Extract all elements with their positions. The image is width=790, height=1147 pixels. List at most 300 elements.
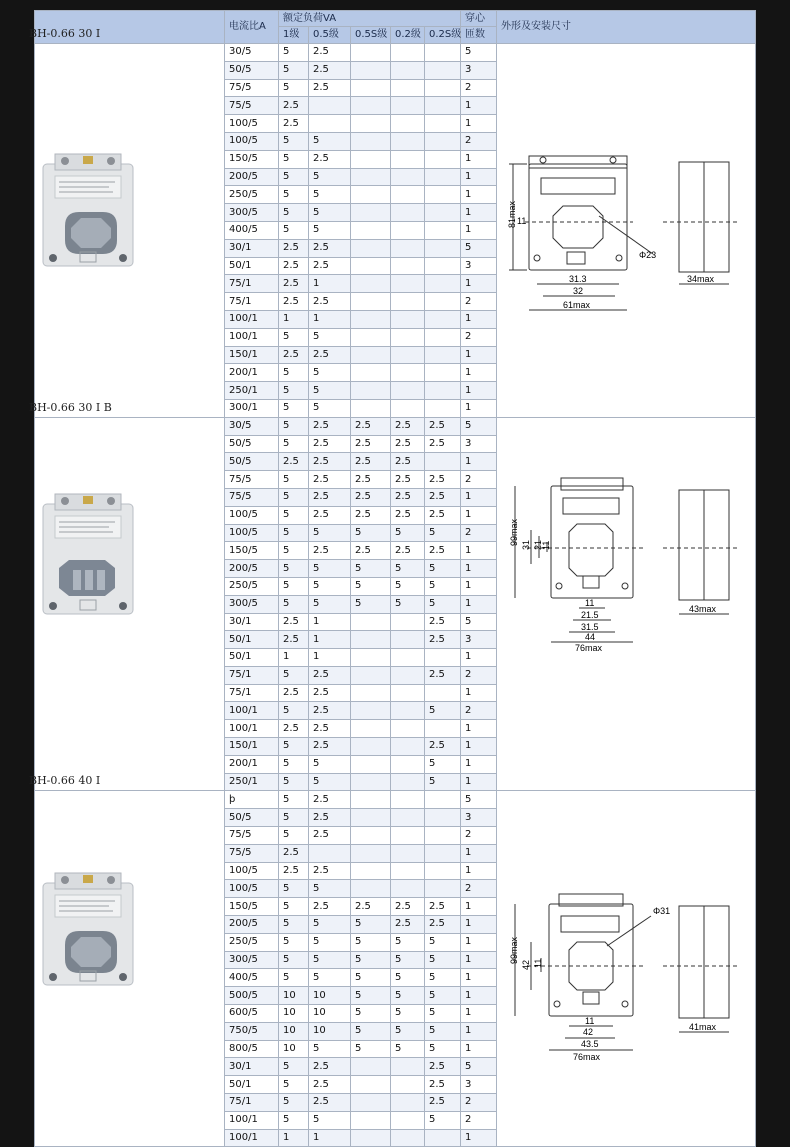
load-cell: 2.5	[309, 150, 351, 168]
load-cell: 5	[279, 951, 309, 969]
load-cell: 2.5	[351, 542, 391, 560]
svg-text:32	[573, 286, 583, 296]
ratio-cell: 100/5	[225, 506, 279, 524]
dim-w1: 11	[585, 597, 595, 608]
product-cell	[29, 400, 225, 791]
turns-cell: 1	[461, 862, 497, 880]
turns-cell: 1	[461, 221, 497, 239]
load-cell	[391, 310, 425, 328]
turns-cell: 3	[461, 809, 497, 827]
load-cell: 2.5	[279, 293, 309, 311]
load-cell: 5	[351, 951, 391, 969]
turns-cell: 1	[461, 951, 497, 969]
load-cell	[309, 115, 351, 133]
svg-text:76max	[573, 1052, 601, 1062]
ratio-cell: 30/5	[225, 44, 279, 62]
load-cell: 2.5	[425, 1076, 461, 1094]
dim-bore: Φ23	[639, 250, 657, 260]
load-cell: 5	[279, 435, 309, 453]
dim-w2: 21.5	[581, 609, 599, 620]
load-cell	[309, 97, 351, 115]
load-cell	[391, 168, 425, 186]
turns-cell: 2	[461, 827, 497, 845]
load-cell	[391, 791, 425, 809]
load-cell: 5	[391, 1005, 425, 1023]
transformer-photo	[35, 154, 145, 288]
turns-cell: 1	[461, 773, 497, 791]
load-cell: 2.5	[391, 542, 425, 560]
load-cell	[391, 755, 425, 773]
ratio-cell: 800/5	[225, 1040, 279, 1058]
load-cell: 5	[279, 417, 309, 435]
load-cell	[351, 293, 391, 311]
ratio-cell: 600/5	[225, 1005, 279, 1023]
svg-text:11	[585, 1016, 594, 1026]
load-cell: 2.5	[425, 506, 461, 524]
load-cell	[351, 132, 391, 150]
turns-cell: 1	[461, 364, 497, 382]
load-cell	[425, 844, 461, 862]
ratio-cell: 75/5	[225, 97, 279, 115]
model-name: BH-0.66 30 I B	[29, 400, 112, 414]
load-cell: 5	[279, 1076, 309, 1094]
load-cell	[351, 755, 391, 773]
ratio-cell: 30/1	[225, 613, 279, 631]
load-cell	[425, 791, 461, 809]
ratio-cell: 100/5	[225, 115, 279, 133]
svg-text:11	[517, 216, 526, 226]
load-cell	[391, 204, 425, 222]
ratio-cell: 150/5	[225, 898, 279, 916]
load-cell: 1	[309, 275, 351, 293]
load-cell: 10	[279, 987, 309, 1005]
load-cell	[391, 257, 425, 275]
ratio-cell: 200/1	[225, 364, 279, 382]
dim-w2: 42	[583, 1027, 594, 1038]
turns-cell: 1	[461, 969, 497, 987]
load-cell	[391, 221, 425, 239]
ratio-cell: 250/5	[225, 933, 279, 951]
load-cell	[351, 862, 391, 880]
load-cell: 2.5	[425, 916, 461, 934]
load-cell	[425, 399, 461, 417]
load-cell: 5	[425, 969, 461, 987]
load-cell: 5	[309, 1111, 351, 1129]
svg-text:41max	[689, 1022, 717, 1032]
ratio-cell: 30/1	[225, 1058, 279, 1076]
transformer-photo	[35, 867, 145, 1001]
load-cell: 5	[279, 1058, 309, 1076]
load-cell: 5	[351, 577, 391, 595]
ratio-cell: 75/5	[225, 79, 279, 97]
load-cell: 5	[391, 560, 425, 578]
load-cell: 5	[279, 880, 309, 898]
turns-cell: 2	[461, 293, 497, 311]
load-cell: 5	[309, 773, 351, 791]
header-turns-bottom: 匝数	[461, 27, 497, 44]
load-cell	[351, 1129, 391, 1147]
turns-cell: 2	[461, 1111, 497, 1129]
ratio-cell: 250/5	[225, 577, 279, 595]
load-cell: 2.5	[425, 542, 461, 560]
load-cell: 2.5	[425, 471, 461, 489]
turns-cell: 1	[461, 560, 497, 578]
load-cell: 2.5	[425, 613, 461, 631]
load-cell: 5	[279, 186, 309, 204]
turns-cell: 2	[461, 880, 497, 898]
header-ratio: 电流比A	[225, 11, 279, 44]
load-cell: 2.5	[391, 506, 425, 524]
load-cell: 5	[351, 1022, 391, 1040]
load-cell: 5	[351, 987, 391, 1005]
load-cell: 5	[309, 880, 351, 898]
ratio-cell: 30/5	[225, 417, 279, 435]
ratio-cell: 100/1	[225, 720, 279, 738]
svg-text:11	[541, 540, 551, 549]
turns-cell: 1	[461, 649, 497, 667]
load-cell: 2.5	[309, 44, 351, 62]
product-cell	[29, 27, 225, 418]
load-cell	[425, 310, 461, 328]
load-cell: 5	[309, 399, 351, 417]
svg-text:76max	[575, 643, 603, 653]
load-cell: 5	[351, 595, 391, 613]
load-cell	[351, 239, 391, 257]
ratio-cell: 200/1	[225, 755, 279, 773]
load-cell	[351, 684, 391, 702]
dim-w3: 61max	[563, 300, 591, 310]
load-cell	[425, 61, 461, 79]
load-cell: 5	[309, 916, 351, 934]
load-cell: 2.5	[279, 257, 309, 275]
load-cell: 2.5	[309, 809, 351, 827]
load-cell	[351, 702, 391, 720]
ratio-cell: 50/5	[225, 435, 279, 453]
load-cell: 2.5	[425, 488, 461, 506]
load-cell: 2.5	[309, 898, 351, 916]
turns-cell: 1	[461, 595, 497, 613]
load-cell: 2.5	[425, 417, 461, 435]
load-cell: 5	[279, 204, 309, 222]
load-cell: 2.5	[425, 1094, 461, 1112]
turns-cell: 3	[461, 257, 497, 275]
load-cell: 5	[279, 827, 309, 845]
header-class-02: 0.2级	[391, 27, 425, 44]
turns-cell: 1	[461, 382, 497, 400]
dim-w1: 31.3	[569, 274, 587, 284]
svg-text:42	[583, 1027, 593, 1037]
load-cell: 5	[309, 595, 351, 613]
load-cell: 2.5	[425, 666, 461, 684]
svg-text:31.5	[581, 622, 599, 632]
load-cell	[391, 115, 425, 133]
load-cell: 5	[309, 1040, 351, 1058]
ratio-cell: 75/5	[225, 471, 279, 489]
load-cell	[391, 666, 425, 684]
dim-w3: 31.5	[581, 621, 599, 632]
load-cell: 5	[351, 969, 391, 987]
turns-cell: 5	[461, 1058, 497, 1076]
load-cell	[351, 1111, 391, 1129]
load-cell: 5	[309, 577, 351, 595]
load-cell	[425, 649, 461, 667]
turns-cell: 1	[461, 1022, 497, 1040]
turns-cell: 1	[461, 987, 497, 1005]
load-cell: 5	[279, 79, 309, 97]
load-cell: 5	[279, 791, 309, 809]
turns-cell: 1	[461, 150, 497, 168]
load-cell	[351, 1058, 391, 1076]
load-cell: 2.5	[279, 115, 309, 133]
load-cell: 5	[279, 738, 309, 756]
load-cell: 5	[309, 364, 351, 382]
turns-cell: 1	[461, 898, 497, 916]
load-cell: 5	[425, 951, 461, 969]
load-cell	[391, 97, 425, 115]
load-cell	[391, 720, 425, 738]
load-cell: 5	[391, 524, 425, 542]
turns-cell: 1	[461, 399, 497, 417]
load-cell: 2.5	[351, 417, 391, 435]
load-cell	[391, 239, 425, 257]
turns-cell: 2	[461, 471, 497, 489]
ratio-cell: 50/1	[225, 631, 279, 649]
dim-h2: 21	[533, 539, 543, 550]
svg-text:61max	[563, 300, 591, 310]
load-cell	[425, 720, 461, 738]
ratio-cell: 300/1	[225, 399, 279, 417]
load-cell	[425, 239, 461, 257]
load-cell: 5	[425, 773, 461, 791]
load-cell: 2.5	[279, 346, 309, 364]
load-cell: 2.5	[279, 720, 309, 738]
load-cell: 2.5	[351, 506, 391, 524]
load-cell	[391, 61, 425, 79]
ratio-cell: 75/1	[225, 684, 279, 702]
model-name: BH-0.66 30 I	[29, 27, 101, 40]
load-cell: 5	[391, 1040, 425, 1058]
load-cell: 2.5	[351, 435, 391, 453]
load-cell: 2.5	[309, 435, 351, 453]
ratio-cell: 150/1	[225, 346, 279, 364]
ratio-cell: 50/1	[225, 1076, 279, 1094]
dim-h1: 42	[521, 960, 531, 971]
load-cell	[425, 221, 461, 239]
load-cell: 5	[391, 969, 425, 987]
load-cell	[425, 150, 461, 168]
load-cell	[351, 1094, 391, 1112]
load-cell: 2.5	[309, 239, 351, 257]
turns-cell: 1	[461, 168, 497, 186]
header-class-05: 0.5级	[309, 27, 351, 44]
turns-cell: 1	[461, 1040, 497, 1058]
load-cell	[425, 862, 461, 880]
load-cell	[351, 382, 391, 400]
ratio-cell: 400/5	[225, 221, 279, 239]
svg-text:43.5	[581, 1039, 599, 1049]
load-cell: 5	[351, 524, 391, 542]
load-cell: 2.5	[309, 738, 351, 756]
load-cell	[425, 168, 461, 186]
dimension-drawing	[503, 876, 743, 1080]
table-row	[35, 791, 756, 809]
load-cell: 5	[391, 595, 425, 613]
dimension-drawing-cell	[497, 417, 756, 791]
load-cell: 2.5	[425, 738, 461, 756]
load-cell: 5	[279, 666, 309, 684]
load-cell	[425, 293, 461, 311]
turns-cell: 2	[461, 666, 497, 684]
load-cell	[391, 880, 425, 898]
load-cell	[351, 880, 391, 898]
load-cell: 5	[279, 969, 309, 987]
dim-w3: 43.5	[581, 1039, 599, 1050]
load-cell: 5	[309, 951, 351, 969]
dim-w4: 44	[585, 631, 596, 642]
load-cell	[425, 115, 461, 133]
svg-text:42	[521, 960, 531, 970]
load-cell	[309, 844, 351, 862]
load-cell: 5	[425, 1040, 461, 1058]
load-cell	[351, 364, 391, 382]
load-cell: 2.5	[279, 453, 309, 471]
load-cell: 5	[279, 524, 309, 542]
load-cell	[351, 328, 391, 346]
load-cell: 2.5	[309, 453, 351, 471]
load-cell: 5	[279, 702, 309, 720]
load-cell: 10	[279, 1022, 309, 1040]
load-cell: 5	[351, 1040, 391, 1058]
turns-cell: 1	[461, 275, 497, 293]
load-cell: 2.5	[309, 827, 351, 845]
dim-w4: 76max	[573, 1052, 601, 1063]
load-cell	[351, 186, 391, 204]
load-cell	[351, 666, 391, 684]
turns-cell: 1	[461, 506, 497, 524]
load-cell	[391, 738, 425, 756]
load-cell	[425, 880, 461, 898]
turns-cell: 1	[461, 755, 497, 773]
load-cell: 5	[279, 150, 309, 168]
turns-cell: 5	[461, 239, 497, 257]
load-cell: 5	[279, 168, 309, 186]
turns-cell: 5	[461, 417, 497, 435]
load-cell	[425, 684, 461, 702]
load-cell	[425, 328, 461, 346]
svg-text:11	[585, 598, 594, 608]
load-cell: 2.5	[309, 79, 351, 97]
load-cell: 2.5	[425, 1058, 461, 1076]
ratio-cell: 100/5	[225, 862, 279, 880]
load-cell: 10	[309, 987, 351, 1005]
ratio-cell: 50/5	[225, 453, 279, 471]
turns-cell: 5	[461, 44, 497, 62]
dim-h2: 11	[533, 959, 543, 969]
svg-text:44	[585, 632, 595, 642]
load-cell: 2.5	[309, 293, 351, 311]
load-cell: 2.5	[391, 453, 425, 471]
turns-cell: 3	[461, 631, 497, 649]
dim-w1: 11	[585, 1016, 595, 1027]
load-cell	[391, 1094, 425, 1112]
load-cell: 2.5	[391, 898, 425, 916]
header-load: 额定负荷VA	[279, 11, 461, 27]
product-cell	[29, 774, 225, 1147]
ratio-cell: 100/1	[225, 1111, 279, 1129]
turns-cell: 1	[461, 684, 497, 702]
transformer-photo	[35, 488, 145, 630]
load-cell: 5	[425, 933, 461, 951]
load-cell	[351, 310, 391, 328]
load-cell: 5	[279, 61, 309, 79]
load-cell: 5	[279, 1111, 309, 1129]
ratio-cell: 200/5	[225, 168, 279, 186]
load-cell	[391, 1111, 425, 1129]
load-cell: 2.5	[351, 898, 391, 916]
turns-cell: 1	[461, 310, 497, 328]
load-cell: 1	[309, 310, 351, 328]
load-cell: 5	[309, 132, 351, 150]
load-cell: 5	[391, 987, 425, 1005]
load-cell	[351, 791, 391, 809]
load-cell	[351, 79, 391, 97]
load-cell: 10	[309, 1022, 351, 1040]
load-cell: 2.5	[279, 239, 309, 257]
load-cell	[391, 132, 425, 150]
turns-cell: 3	[461, 1076, 497, 1094]
turns-cell: 1	[461, 115, 497, 133]
dim-height: 99max	[509, 937, 519, 965]
load-cell: 2.5	[391, 471, 425, 489]
load-cell: 5	[391, 933, 425, 951]
load-cell: 5	[425, 1022, 461, 1040]
svg-text:31	[521, 540, 531, 550]
load-cell	[425, 97, 461, 115]
load-cell	[351, 773, 391, 791]
load-cell	[391, 827, 425, 845]
model-name: BH-0.66 40 I	[29, 774, 101, 788]
turns-cell: 1	[461, 933, 497, 951]
load-cell	[391, 1129, 425, 1147]
load-cell: 2.5	[309, 346, 351, 364]
load-cell	[351, 115, 391, 133]
ratio-cell: 200/5	[225, 560, 279, 578]
load-cell: 2.5	[279, 97, 309, 115]
svg-text:99max	[509, 937, 519, 965]
load-cell	[425, 79, 461, 97]
svg-text:Φ23	[639, 250, 656, 260]
load-cell	[391, 186, 425, 204]
header-class-02s: 0.2S级	[425, 27, 461, 44]
load-cell: 1	[309, 1129, 351, 1147]
load-cell	[351, 399, 391, 417]
load-cell: 5	[279, 221, 309, 239]
load-cell	[425, 44, 461, 62]
svg-text:31.3	[569, 274, 587, 284]
load-cell	[351, 720, 391, 738]
load-cell: 2.5	[309, 684, 351, 702]
ratio-cell: 100/5	[225, 524, 279, 542]
load-cell	[351, 221, 391, 239]
turns-cell: 1	[461, 204, 497, 222]
load-cell	[351, 738, 391, 756]
load-cell: 5	[279, 916, 309, 934]
load-cell	[351, 649, 391, 667]
header-turns-top: 穿心	[461, 11, 497, 27]
turns-cell: 1	[461, 844, 497, 862]
load-cell	[425, 186, 461, 204]
load-cell: 5	[309, 969, 351, 987]
